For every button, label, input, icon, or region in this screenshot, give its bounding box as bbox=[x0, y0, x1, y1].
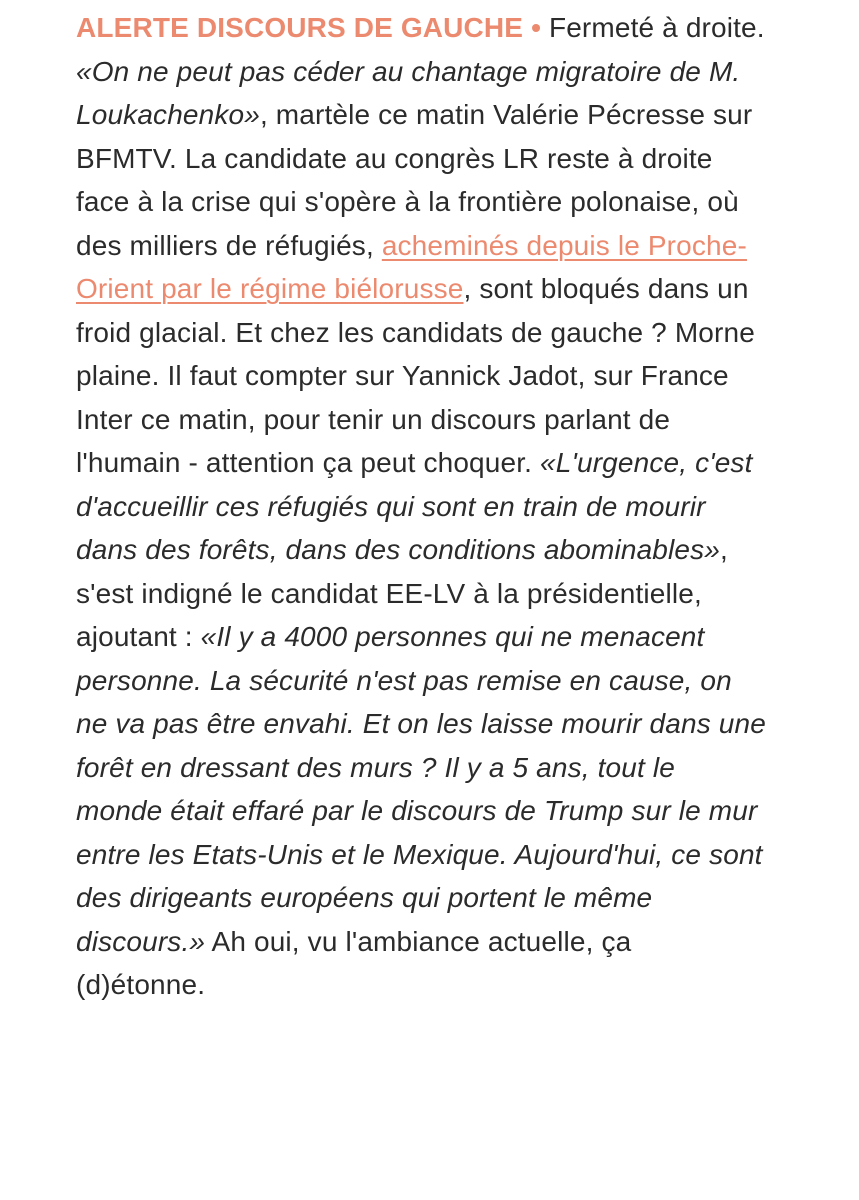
pecresse-quote: «On ne peut pas céder au chantage migratoire de M. Loukachenko» bbox=[76, 55, 741, 130]
article-paragraph bbox=[76, 6, 768, 1007]
jadot-quote-1: «L'urgence, c'est d'accueillir ces réfugiés qui sont en train de mourir dans des forêts, dans des conditions abominables» bbox=[76, 447, 753, 565]
article-kicker: ALERTE DISCOURS DE GAUCHE bbox=[76, 12, 524, 43]
article-text-5: Ah oui, vu l'ambiance actuelle, ça (d)étonne. bbox=[76, 925, 632, 1000]
article-text-1: Fermeté à droite. bbox=[548, 12, 765, 43]
kicker-separator: • bbox=[531, 12, 542, 43]
article-text-3: , sont bloqués dans un froid glacial. Et chez les candidats de gauche ? Morne plaine. Il faut compter sur Yannick Jadot, sur France Inter ce matin, pour tenir un discours parlant de l'humain - attention ça peut choquer. bbox=[76, 273, 755, 478]
article-text-2: , martèle ce matin Valérie Pécresse sur BFMTV. La candidate au congrès LR reste à droite face à la crise qui s'opère à la frontière polonaise, où des milliers de réfugiés, bbox=[76, 99, 753, 261]
article-text-4: , s'est indigné le candidat EE-LV à la présidentielle, ajoutant : bbox=[76, 534, 728, 652]
jadot-quote-2: «Il y a 4000 personnes qui ne menacent personne. La sécurité n'est pas remise en cause, on ne va pas être envahi. Et on les laisse mourir dans une forêt en dressant des murs ? Il y a 5 ans, tout le monde était effaré par le discours de Trump sur le mur entre les Etats-Unis et le Mexique. Aujourd'hui, ce sont des dirigeants européens qui portent le même discours.» bbox=[76, 621, 766, 957]
article-link[interactable]: acheminés depuis le Proche-Orient par le régime biélorusse bbox=[76, 229, 747, 304]
